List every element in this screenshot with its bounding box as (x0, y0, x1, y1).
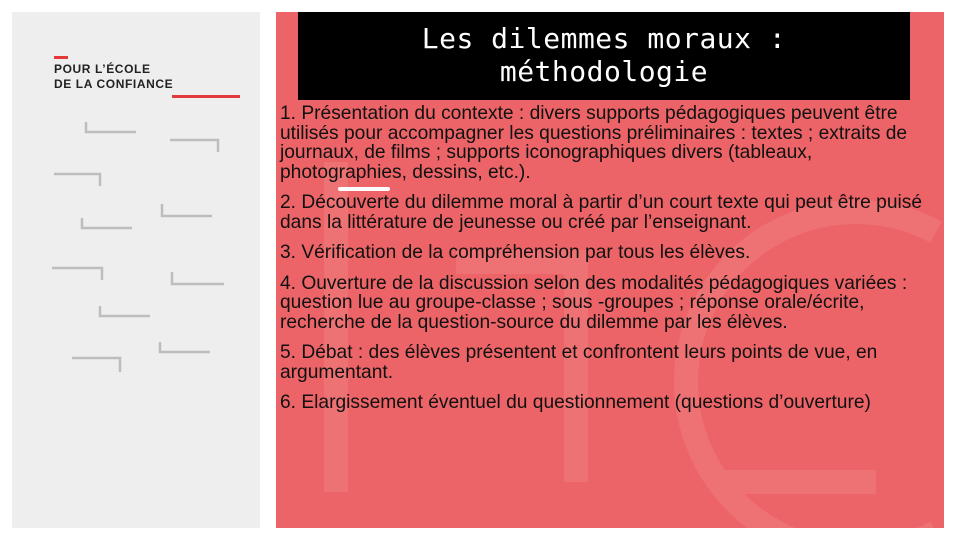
white-bar-decoration (338, 187, 390, 191)
slide-title-line2: méthodologie (499, 55, 709, 88)
step-6-text: 6. Elargissement éventuel du questionnement (questions d’ouverture) (280, 392, 871, 413)
slide-title (298, 12, 910, 100)
slide-title-line1: Les dilemmes moraux : (421, 22, 787, 55)
logo-text-line1: POUR L’ÉCOLE (54, 62, 151, 76)
step-2-text: 2. Découverte du dilemme moral à partir d’un court texte qui peut être puisé dans la littérature de jeunesse ou créé par l’enseignant. (280, 192, 923, 233)
left-panel (12, 12, 260, 528)
content-panel (276, 12, 944, 528)
methodology-list (280, 104, 940, 424)
step-5-text: 5. Débat : des élèves présentent et confrontent leurs points de vue, en argumentant. (280, 342, 878, 383)
step-4-text: 4. Ouverture de la discussion selon des modalités pédagogiques variées : question lue au groupe-classe ; sous -groupes ; réponse orale/écrite, recherche de la question-source du dilemme par les élèves. (280, 272, 908, 333)
step-3-text: 3. Vérification de la compréhension par tous les élèves. (280, 242, 751, 263)
bracket-pattern-decoration (12, 12, 260, 528)
step-1-text: 1. Présentation du contexte : divers supports pédagogiques peuvent être utilisés pour accompagner les questions préliminaires : textes ; extraits de journaux, de films ; supports iconographiques divers (tableaux, photographies, dessins, etc.). (280, 103, 908, 183)
logo-text-line2: DE LA CONFIANCE (54, 77, 174, 91)
